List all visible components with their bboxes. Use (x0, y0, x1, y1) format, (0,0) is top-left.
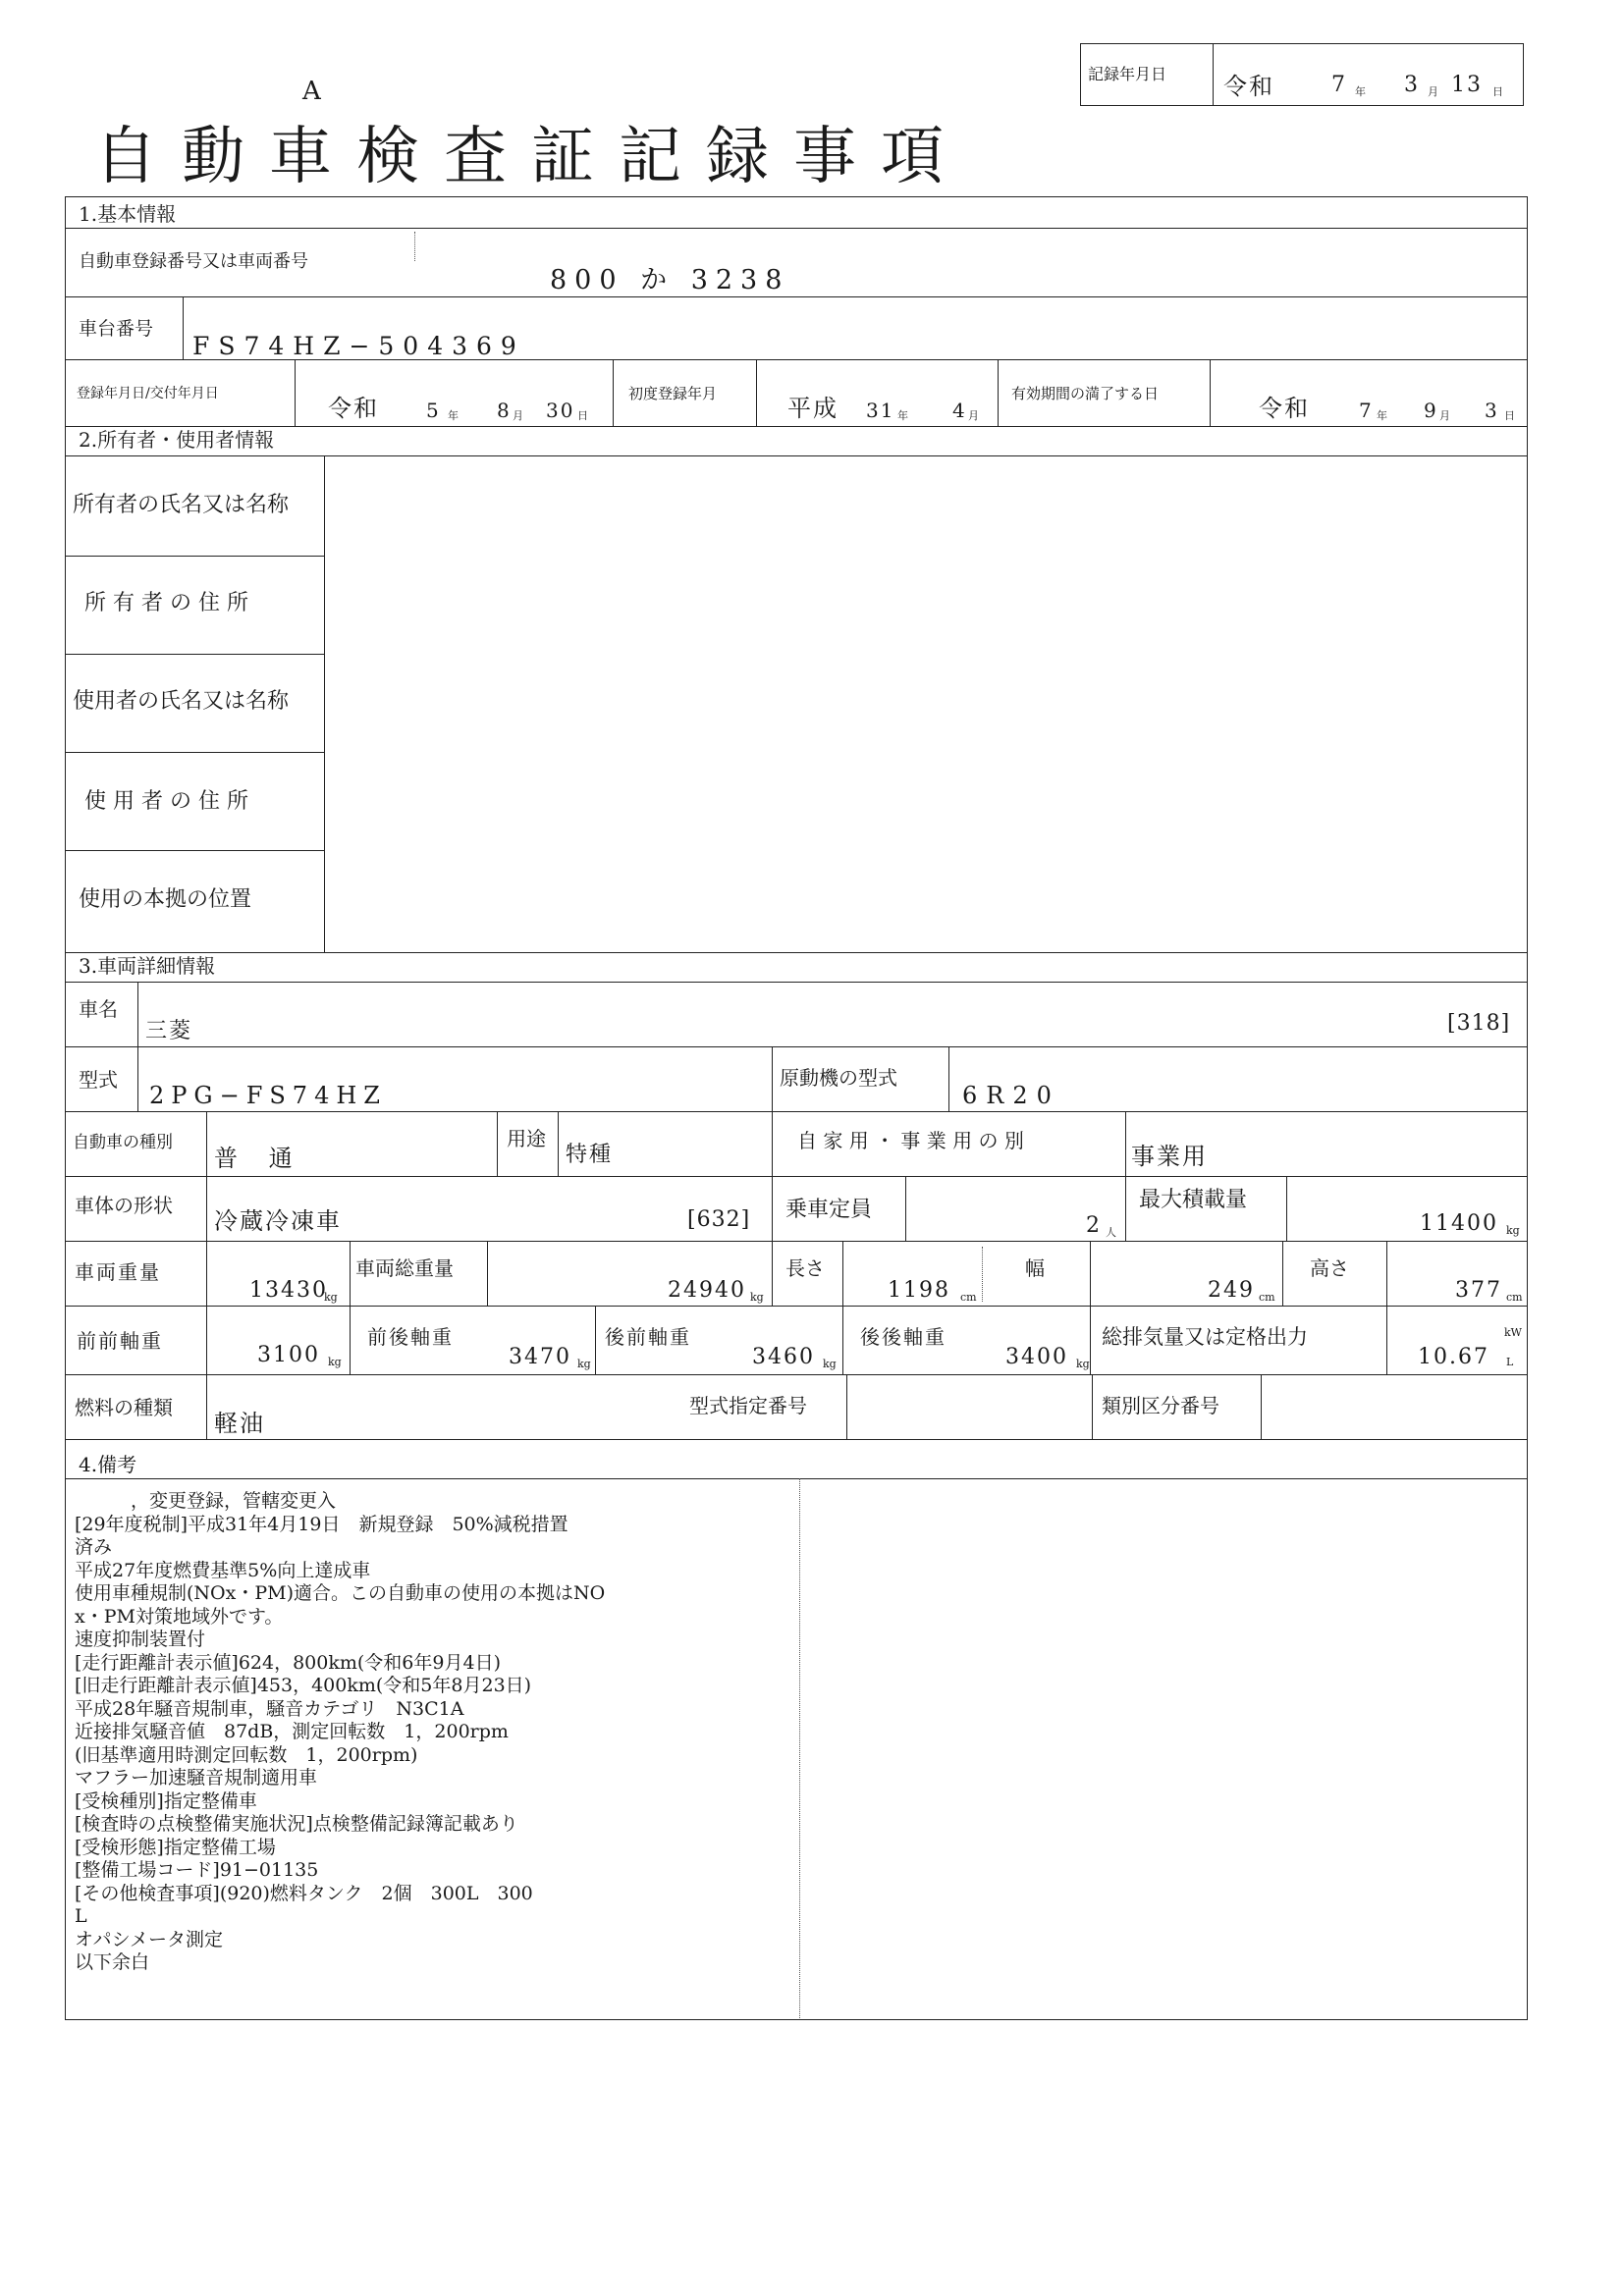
remarks-line: 使用車種規制(NOx・PM)適合。この自動車の使用の本拠はNO (75, 1582, 606, 1604)
model-value: 2PG−FS74HZ (149, 1082, 387, 1109)
expiry-era: 令和 (1259, 395, 1310, 422)
remarks-line: [旧走行距離計表示値]453，400km(令和5年8月23日) (75, 1675, 532, 1696)
remarks-line: (旧基準適用時測定回転数 1，200rpm) (75, 1743, 418, 1766)
remarks-line: ，変更登録，管轄変更入 (75, 1490, 337, 1512)
remarks-line: 近接排気騒音値 87dB，測定回転数 1，200rpm (75, 1721, 509, 1742)
model-label: 型式 (79, 1068, 118, 1092)
max-load-value: 11400 (1420, 1211, 1498, 1236)
user-name-label: 使用者の氏名又は名称 (73, 689, 290, 714)
front-front-axle-label: 前前軸重 (77, 1329, 163, 1353)
rear-rear-axle-label: 後後軸重 (860, 1325, 947, 1349)
displacement-value: 10.67 (1418, 1345, 1489, 1369)
remarks-line: [整備工場コード]91−01135 (75, 1859, 319, 1881)
body-shape-code: [632] (687, 1207, 751, 1232)
vehicle-weight-value: 13430 (249, 1278, 328, 1303)
length-label: 長さ (785, 1256, 825, 1280)
issue-date-era: 令和 (328, 395, 379, 422)
use-label: 用途 (507, 1127, 546, 1150)
owner-address-label: 所 有 者 の 住 所 (84, 591, 248, 615)
front-front-axle-value: 3100 (257, 1343, 320, 1367)
remarks-list (75, 1490, 801, 1975)
document-title: 自動車検査証記録事項 (94, 121, 968, 193)
capacity-value: 2 (1086, 1213, 1102, 1238)
capacity-label: 乗車定員 (785, 1198, 873, 1222)
expiry-label: 有効期間の満了する日 (1011, 385, 1160, 402)
remarks-line: [29年度税制]平成31年4月19日 新規登録 50%減税措置 (75, 1513, 568, 1535)
vehicle-kind-label: 自動車の種別 (73, 1133, 173, 1152)
remarks-line: [走行距離計表示値]624，800km(令和6年9月4日) (75, 1651, 501, 1674)
remarks-line: 済み (75, 1536, 113, 1558)
base-location-label: 使用の本拠の位置 (79, 887, 252, 912)
fuel-type-label: 燃料の種類 (75, 1396, 173, 1419)
chassis-number-label: 車台番号 (79, 318, 154, 340)
section-basic-header: 1.基本情報 (79, 202, 177, 226)
remarks-line: 速度抑制装置付 (75, 1629, 206, 1650)
owner-name-label: 所有者の氏名又は名称 (73, 493, 290, 517)
business-use-value: 事業用 (1131, 1143, 1208, 1170)
remarks-line: L (75, 1905, 87, 1927)
width-label: 幅 (1025, 1256, 1045, 1280)
remarks-line: 平成27年度燃費基準5%向上達成車 (75, 1559, 371, 1581)
vehicle-kind-value: 普 通 (214, 1145, 304, 1172)
rear-front-axle-value: 3460 (752, 1345, 815, 1369)
rear-front-axle-label: 後前軸重 (605, 1325, 691, 1349)
height-value: 377 (1455, 1278, 1502, 1303)
vehicle-name-label: 車名 (79, 997, 118, 1021)
height-label: 高さ (1310, 1256, 1349, 1280)
section-owner-header: 2.所有者・使用者情報 (79, 428, 275, 452)
engine-model-value: 6R20 (962, 1082, 1060, 1109)
page-marker: A (302, 77, 321, 106)
use-value: 特種 (566, 1143, 614, 1167)
remarks-line: マフラー加速騒音規制適用車 (75, 1767, 318, 1789)
first-registration-era: 平成 (787, 395, 839, 422)
displacement-label: 総排気量又は定格出力 (1102, 1325, 1308, 1349)
section-vehicle-header: 3.車両詳細情報 (79, 954, 216, 978)
section-remarks-header: 4.備考 (79, 1453, 137, 1476)
chassis-number-value: FS74HZ−504369 (192, 332, 525, 360)
record-date-label: 記録年月日 (1088, 65, 1167, 83)
gross-weight-value: 24940 (668, 1278, 746, 1303)
remarks-line: [検査時の点検整備実施状況]点検整備記録簿記載あり (75, 1813, 518, 1835)
user-address-label: 使 用 者 の 住 所 (84, 789, 248, 814)
record-date-month: 3 (1404, 73, 1420, 97)
business-use-label: 自 家 用 ・ 事 業 用 の 別 (797, 1129, 1024, 1152)
remarks-line: x・PM対策地域外です。 (75, 1605, 284, 1628)
body-shape-label: 車体の形状 (75, 1194, 173, 1217)
issue-date-label: 登録年月日/交付年月日 (77, 386, 219, 401)
max-load-label: 最大積載量 (1139, 1188, 1248, 1212)
remarks-line: オパシメータ測定 (75, 1928, 224, 1950)
front-rear-axle-value: 3470 (509, 1345, 571, 1369)
fuel-type-value: 軽油 (214, 1410, 265, 1437)
vehicle-weight-label: 車両重量 (75, 1260, 161, 1284)
front-rear-axle-label: 前後軸重 (367, 1325, 454, 1349)
record-date-day: 13 (1451, 73, 1483, 97)
remarks-line: [その他検査事項](920)燃料タンク 2個 300L 300 (75, 1882, 533, 1904)
record-date-year: 7 (1331, 73, 1347, 97)
rear-rear-axle-value: 3400 (1005, 1345, 1068, 1369)
vehicle-name-code: [318] (1447, 1011, 1511, 1036)
remarks-line: 以下余白 (75, 1951, 150, 1973)
class-number-label: 類別区分番号 (1102, 1394, 1219, 1417)
remarks-line: [受検形態]指定整備工場 (75, 1836, 276, 1858)
length-value: 1198 (888, 1278, 950, 1303)
record-date-era: 令和 (1223, 73, 1274, 100)
body-shape-value: 冷蔵冷凍車 (214, 1207, 342, 1235)
reg-number-value: 800 か 3238 (550, 265, 790, 295)
reg-number-label: 自動車登録番号又は車両番号 (79, 251, 308, 272)
gross-weight-label: 車両総重量 (355, 1256, 454, 1280)
first-registration-label: 初度登録年月 (628, 385, 718, 402)
vehicle-name-value: 三菱 (145, 1019, 193, 1043)
type-designation-label: 型式指定番号 (689, 1394, 807, 1417)
engine-model-label: 原動機の型式 (780, 1066, 897, 1090)
remarks-line: [受検種別]指定整備車 (75, 1789, 257, 1812)
width-value: 249 (1208, 1278, 1255, 1303)
remarks-line: 平成28年騒音規制車，騒音カテゴリ N3C1A (75, 1697, 464, 1720)
